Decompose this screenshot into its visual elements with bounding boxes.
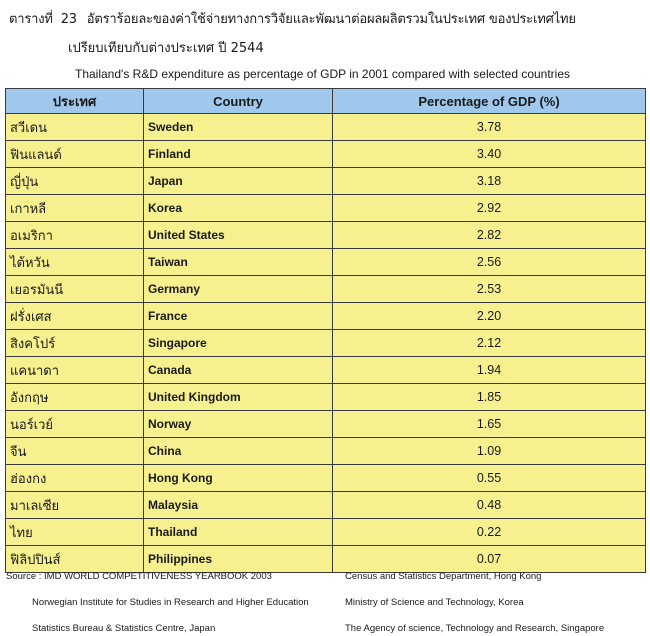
percentage-cell: 2.53 [333,276,646,303]
percentage-cell: 2.20 [333,303,646,330]
country-english-cell: Japan [144,168,333,195]
table-title-thai [9,8,576,29]
country-thai-cell: อเมริกา [6,222,144,249]
percentage-cell: 0.48 [333,492,646,519]
source-line-6: The Agency of science, Technology and Research, Singapore [345,623,605,634]
table-row [6,492,646,519]
table-row [6,141,646,168]
country-thai-cell: จีน [6,438,144,465]
table-row [6,168,646,195]
country-english-cell: France [144,303,333,330]
data-table-container [5,88,645,568]
header-country: Country [144,89,333,114]
table-row [6,357,646,384]
percentage-cell: 3.78 [333,114,646,141]
table-row [6,438,646,465]
source-line-1: Source : IMD WORLD COMPETITIVENESS YEARBOOK 2003 [6,571,272,582]
table-row [6,519,646,546]
header-percentage: Percentage of GDP (%) [333,89,646,114]
table-row [6,222,646,249]
country-english-cell: Sweden [144,114,333,141]
percentage-cell: 0.55 [333,465,646,492]
source-line-2: Norwegian Institute for Studies in Research and Higher Education [32,597,309,608]
table-label: ตารางที่ [9,12,53,27]
country-thai-cell: นอร์เวย์ [6,411,144,438]
country-english-cell: Norway [144,411,333,438]
country-english-cell: Singapore [144,330,333,357]
percentage-cell: 1.94 [333,357,646,384]
country-thai-cell: เกาหลี [6,195,144,222]
country-thai-cell: ญี่ปุ่น [6,168,144,195]
percentage-cell: 0.22 [333,519,646,546]
country-thai-cell: สวีเดน [6,114,144,141]
header-row [6,89,646,114]
country-english-cell: Hong Kong [144,465,333,492]
percentage-cell: 1.65 [333,411,646,438]
percentage-cell: 2.92 [333,195,646,222]
country-thai-cell: แคนาดา [6,357,144,384]
table-row [6,114,646,141]
country-thai-cell: มาเลเซีย [6,492,144,519]
percentage-cell: 2.12 [333,330,646,357]
table-row [6,465,646,492]
country-thai-cell: ฝรั่งเศส [6,303,144,330]
footer-sources [0,566,650,636]
country-english-cell: Philippines [144,546,333,573]
table-row [6,411,646,438]
country-thai-cell: ไต้หวัน [6,249,144,276]
percentage-cell: 0.07 [333,546,646,573]
header-thai: ประเทศ [6,89,144,114]
country-english-cell: Canada [144,357,333,384]
country-thai-cell: เยอรมันนี [6,276,144,303]
percentage-cell: 3.40 [333,141,646,168]
data-table [5,88,646,573]
source-line-3: Statistics Bureau & Statistics Centre, Japan [32,623,216,634]
source-line-4: Census and Statistics Department, Hong Kong [345,571,542,582]
country-english-cell: China [144,438,333,465]
percentage-cell: 3.18 [333,168,646,195]
source-line-5: Ministry of Science and Technology, Korea [345,597,524,608]
table-row [6,249,646,276]
country-english-cell: Korea [144,195,333,222]
table-row [6,384,646,411]
percentage-cell: 1.09 [333,438,646,465]
table-row [6,330,646,357]
country-english-cell: United States [144,222,333,249]
table-number: 23 [60,12,77,27]
table-title-line1: อัตราร้อยละของค่าใช้จ่ายทางการวิจัยและพัฒนาต่อผลผลิตรวมในประเทศ ของประเทศไทย [86,12,576,27]
country-english-cell: Thailand [144,519,333,546]
country-thai-cell: สิงคโปร์ [6,330,144,357]
percentage-cell: 2.82 [333,222,646,249]
country-thai-cell: ไทย [6,519,144,546]
table-body [6,114,646,573]
country-thai-cell: อังกฤษ [6,384,144,411]
table-row [6,195,646,222]
table-row [6,303,646,330]
percentage-cell: 2.56 [333,249,646,276]
country-english-cell: Malaysia [144,492,333,519]
table-title-line2: เปรียบเทียบกับต่างประเทศ ปี 2544 [68,41,264,56]
percentage-cell: 1.85 [333,384,646,411]
table-title-english: Thailand's R&D expenditure as percentage of GDP in 2001 compared with selected countries [75,67,571,81]
country-english-cell: United Kingdom [144,384,333,411]
country-thai-cell: ฟิลิปปินส์ [6,546,144,573]
country-english-cell: Taiwan [144,249,333,276]
table-row [6,276,646,303]
country-english-cell: Finland [144,141,333,168]
table-header [6,89,646,114]
country-thai-cell: ฟินแลนด์ [6,141,144,168]
country-thai-cell: ฮ่องกง [6,465,144,492]
country-english-cell: Germany [144,276,333,303]
